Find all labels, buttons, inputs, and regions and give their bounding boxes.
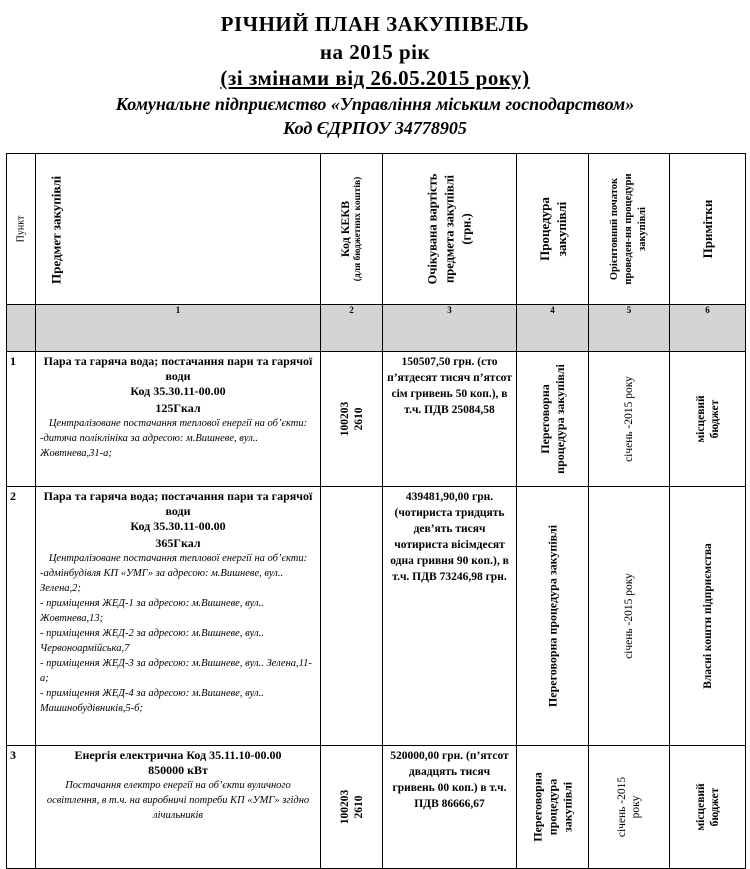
row-note — [670, 352, 746, 487]
subject-quantity: 365Гкал — [155, 536, 201, 550]
header-start-label: Орієнтовний початок проведен-ня процедури закупівлі — [609, 173, 648, 285]
subject-code: Код 35.30.11-00.00 — [130, 519, 226, 533]
procedure-text: Переговорна процедура закупівлі — [530, 772, 574, 842]
start-text: січень -2015 року — [623, 376, 635, 462]
changes-line: (зі змінами від 26.05.2015 року) — [220, 66, 530, 90]
header-notes-label: Примітки — [699, 199, 715, 259]
header-cell-subject — [36, 154, 321, 305]
header-subject-label: Предмет закупівлі — [48, 175, 64, 284]
subject-title: Енергія електрична Код 35.11.10-00.00 — [74, 748, 282, 762]
column-numbers-row — [7, 305, 746, 352]
kekv-code-2: 2610 — [352, 795, 365, 819]
document-title: РІЧНИЙ ПЛАН ЗАКУПІВЕЛЬ — [220, 12, 530, 36]
note-text: місцевий бюджет — [694, 783, 721, 831]
header-kekv-sub: (для бюджетних коштів) — [352, 176, 363, 282]
table-row — [7, 746, 746, 869]
row-number: 3 — [7, 746, 36, 869]
subject-desc-item: -дитяча поліклініка за адресою: м.Вишневе, вул.. Жовтнева,31-а; — [40, 433, 259, 459]
row-note — [670, 746, 746, 869]
start-text: січень -2015 року — [616, 776, 642, 838]
subject-quantity: 850000 кВт — [148, 763, 208, 777]
edrpou-code: Код ЄДРПОУ 34778905 — [283, 118, 467, 138]
row-subject — [36, 487, 321, 746]
start-text: січень -2015 року — [623, 573, 635, 659]
header-procedure-label: Процедура закупівлі — [536, 197, 569, 261]
subject-desc-item: - приміщення ЖЕД-3 за адресою: м.Вишневе, вул.. Зелена,11-а; — [40, 658, 312, 684]
subject-desc-title: Постачання електро енергії на об’єкти вуличного освітлення, в т.ч. на виробничі потреби КП «УМГ» згідно лічильників — [46, 780, 310, 821]
colnum-cell-2: 2 — [321, 305, 383, 352]
colnum-cell-4: 4 — [517, 305, 589, 352]
note-text: місцевий бюджет — [694, 395, 721, 443]
subject-code: Код 35.30.11-00.00 — [130, 384, 226, 398]
row-procedure — [517, 352, 589, 487]
row-kekv — [321, 352, 383, 487]
row-cost: 439481,90,00 грн. (чотириста тридцять дев’ять тисяч чотириста вісімдесят одна гривня 90 коп.), в т.ч. ПДВ 73246,98 грн. — [383, 487, 517, 746]
subject-desc-title: Централізоване постачання теплової енергії на об’єкти: — [48, 553, 308, 564]
row-start — [589, 352, 670, 487]
procedure-text: Переговорна процедура закупівлі — [537, 364, 567, 474]
kekv-code-2: 2610 — [352, 407, 365, 431]
procedure-text: Переговорна процедура закупівлі — [545, 524, 559, 708]
subject-desc-item: - приміщення ЖЕД-2 за адресою: м.Вишневе, вул.. Червоноармійська,7 — [40, 628, 264, 654]
organization-name: Комунальне підприємство «Управління міським господарством» — [115, 94, 635, 114]
row-kekv — [321, 487, 383, 746]
header-point-label: Пункт — [15, 215, 27, 243]
subject-quantity: 125Гкал — [155, 401, 201, 415]
row-kekv — [321, 746, 383, 869]
row-start — [589, 487, 670, 746]
kekv-code-1: 100203 — [338, 401, 351, 437]
subject-desc-item: - приміщення ЖЕД-1 за адресою: м.Вишневе, вул.. Жовтнева,13; — [40, 598, 264, 624]
row-procedure — [517, 487, 589, 746]
header-cell-start — [589, 154, 670, 305]
subject-title: Пара та гаряча вода; постачання пари та гарячої води — [43, 489, 313, 518]
procurement-table — [6, 153, 746, 869]
row-cost: 520000,00 грн. (п’ятсот двадцять тисяч гривень 00 коп.) в т.ч. ПДВ 86666,67 — [383, 746, 517, 869]
colnum-cell-1: 1 — [36, 305, 321, 352]
row-procedure — [517, 746, 589, 869]
subject-desc-item: -адмінбудівля КП «УМГ» за адресою: м.Вишневе, вул.. Зелена,2; — [40, 568, 284, 594]
table-row — [7, 352, 746, 487]
year-line: на 2015 рік — [319, 40, 431, 64]
header-kekv-label: Код КЕКВ — [337, 200, 352, 258]
row-number: 2 — [7, 487, 36, 746]
row-number: 1 — [7, 352, 36, 487]
table-header-row — [7, 154, 746, 305]
row-start — [589, 746, 670, 869]
header-cell-notes — [670, 154, 746, 305]
header-cell-kekv — [321, 154, 383, 305]
row-cost: 150507,50 грн. (сто п’ятдесят тисяч п’ятсот сім гривень 50 коп.), в т.ч. ПДВ 25084,58 — [383, 352, 517, 487]
colnum-cell-5: 5 — [589, 305, 670, 352]
row-subject — [36, 352, 321, 487]
header-cell-point — [7, 154, 36, 305]
row-note — [670, 487, 746, 746]
subject-desc-item: - приміщення ЖЕД-4 за адресою: м.Вишневе, вул.. Машинобудівників,5-б; — [40, 688, 264, 714]
colnum-cell-0 — [7, 305, 36, 352]
note-text: Власні кошти підприємства — [701, 543, 714, 689]
colnum-cell-6: 6 — [670, 305, 746, 352]
colnum-cell-3: 3 — [383, 305, 517, 352]
row-subject — [36, 746, 321, 869]
header-cell-cost — [383, 154, 517, 305]
table-row — [7, 487, 746, 746]
kekv-code-1: 100203 — [338, 789, 351, 825]
header-cell-procedure — [517, 154, 589, 305]
header-cost-label: Очікувана вартість предмета закупівлі (грн.) — [425, 173, 473, 285]
subject-desc-title: Централізоване постачання теплової енергії на об’єкти: — [48, 418, 308, 429]
subject-title: Пара та гаряча вода; постачання пари та гарячої води — [43, 354, 313, 383]
